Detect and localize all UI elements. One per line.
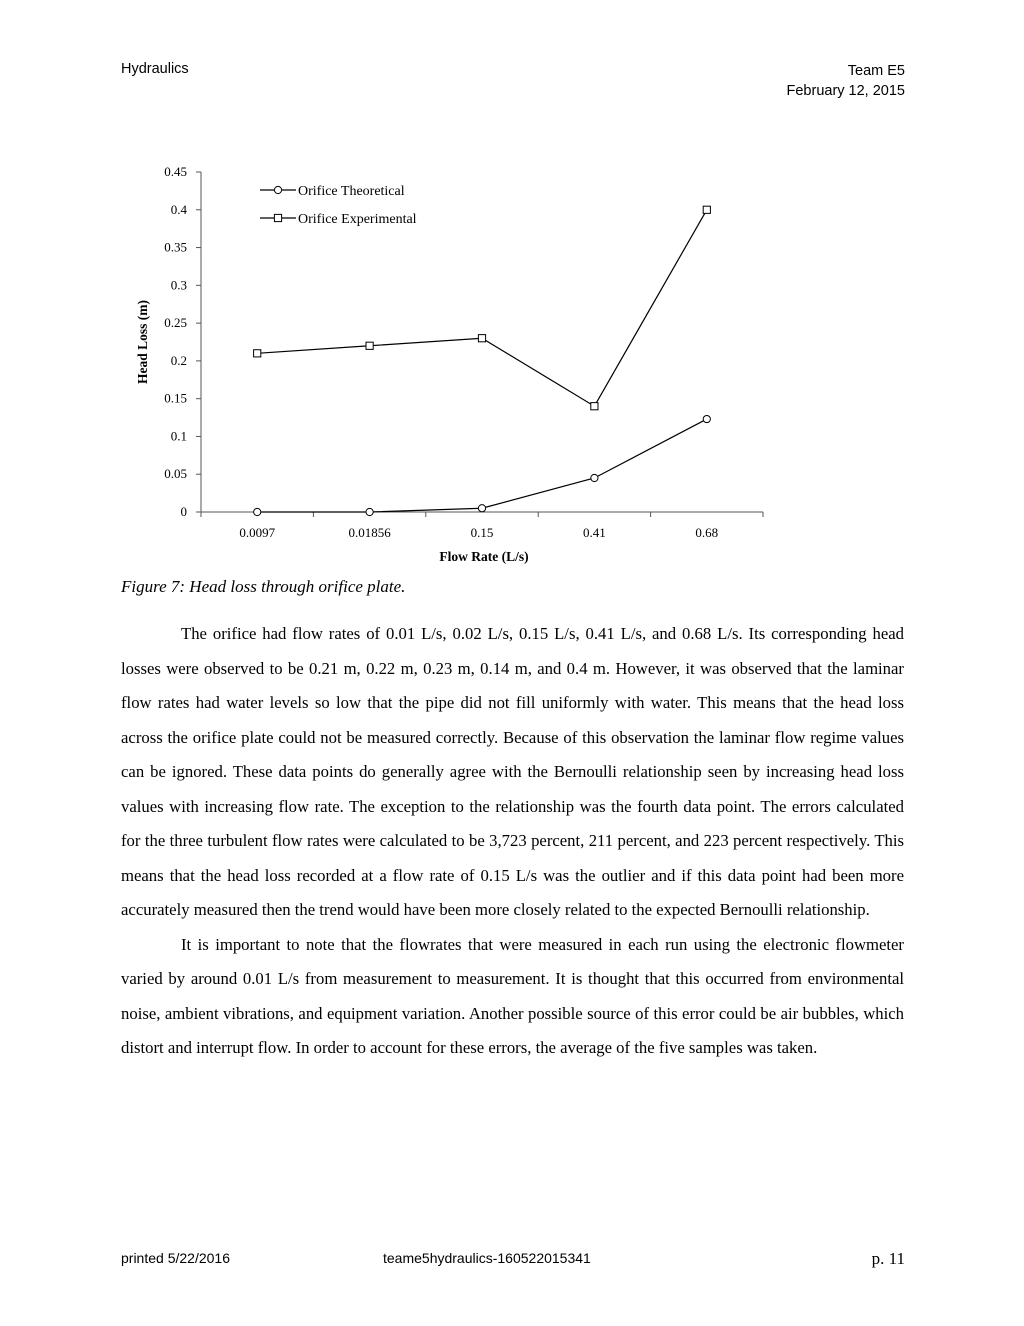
y-tick-label: 0.25 [164,315,187,331]
body-text [121,617,904,1066]
header-team: Team E5 [847,63,905,79]
series-line-circle [257,419,707,512]
y-tick-label: 0.05 [164,466,187,482]
legend-label: Orifice Experimental [298,212,417,227]
y-tick-label: 0.2 [170,352,187,368]
header-team-date [787,61,906,101]
data-point-square [703,206,710,213]
data-point-square [478,335,485,342]
data-point-square [591,403,598,410]
y-tick-label: 0.1 [170,428,187,444]
legend-marker-square [274,214,281,221]
data-point-circle [254,508,261,515]
x-tick-label: 0.41 [583,525,606,540]
footer-page-number: p. 11 [871,1249,905,1268]
y-tick-label: 0 [180,504,187,519]
legend-marker-circle [274,186,281,193]
data-point-circle [591,474,598,481]
y-tick-label: 0.35 [164,239,187,255]
series-line-square [257,210,707,406]
x-tick-label: 0.68 [695,525,719,540]
data-point-circle [366,508,373,515]
figure-caption: Figure 7: Head loss through orifice plate. [121,577,406,596]
paragraph: The orifice had flow rates of 0.01 L/s, 0.02 L/s, 0.15 L/s, 0.41 L/s, and 0.68 L/s. Its corresponding head losses were observed to be 0.21 m, 0.22 m, 0.23 m, 0.14 m, and 0.4 m. However, it was observed that the laminar flow rates had water levels so low that the pipe did not fill uniformly with water. This means that the head loss across the orifice plate could not be measured correctly. Because of this observation the laminar flow regime values can be ignored. These data points do generally agree with the Bernoulli relationship seen by increasing head loss values with increasing flow rate. The exception to the relationship was the fourth data point. The errors calculated for the three turbulent flow rates were calculated to be 3,723 percent, 211 percent, and 223 percent respectively. This means that the head loss recorded at a flow rate of 0.15 L/s was the outlier and if this data point had been more accurately measured then the trend would have been more closely related to the expected Bernoulli relationship. [121,624,904,919]
footer-printed-date: printed 5/22/2016 [121,1250,230,1266]
header-title: Hydraulics [121,61,189,77]
x-tick-label: 0.15 [470,525,494,540]
data-point-circle [478,505,485,512]
x-tick-label: 0.0097 [239,525,276,540]
data-point-square [366,342,373,349]
data-point-square [254,350,261,357]
footer-file-name: teame5hydraulics-160522015341 [383,1250,591,1266]
y-tick-label: 0.45 [164,164,187,179]
head-loss-chart [120,155,780,575]
y-tick-label: 0.15 [164,390,187,406]
y-tick-label: 0.4 [170,201,187,217]
data-point-circle [703,415,710,422]
paragraph: It is important to note that the flowrates that were measured in each run using the electronic flowmeter varied by around 0.01 L/s from measurement to measurement. It is thought that this occurred from environmental noise, ambient vibrations, and equipment variation. Another possible source of this error could be air bubbles, which distort and interrupt flow. In order to account for these errors, the average of the five samples was taken. [121,934,904,1057]
header-date: February 12, 2015 [786,83,905,99]
y-tick-label: 0.3 [170,277,187,293]
y-axis-title: Head Loss (m) [135,300,150,384]
x-tick-label: 0.01856 [348,525,391,540]
legend-label: Orifice Theoretical [298,184,405,199]
x-axis-title: Flow Rate (L/s) [439,549,529,564]
